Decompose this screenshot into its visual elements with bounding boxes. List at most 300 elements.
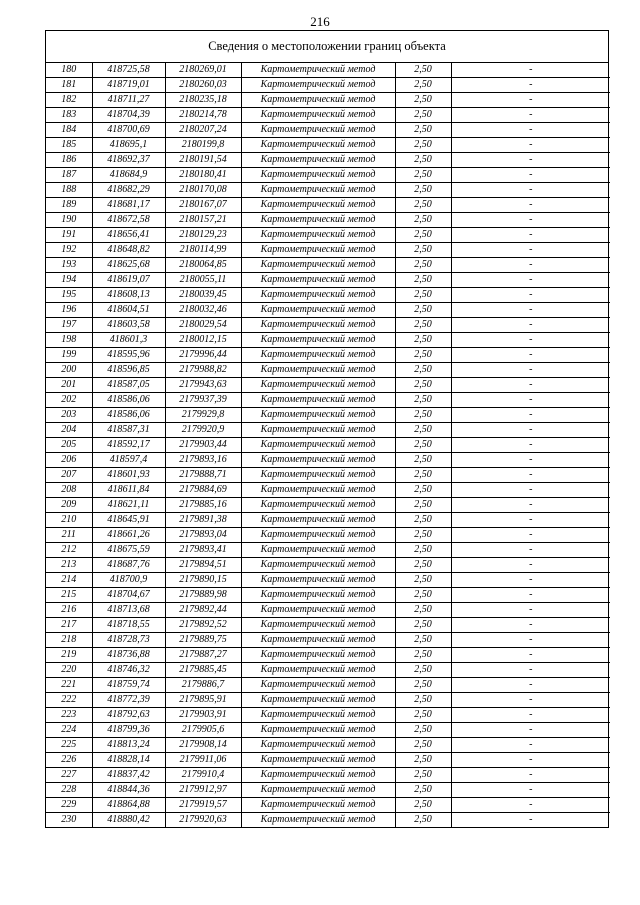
point-number-cell: 197: [46, 318, 92, 333]
y-coordinate-cell: 2180064,85: [165, 258, 241, 273]
y-coordinate-cell: 2180032,46: [165, 303, 241, 318]
point-number-cell: 217: [46, 618, 92, 633]
accuracy-cell: 2,50: [395, 513, 451, 528]
y-coordinate-cell: 2179943,63: [165, 378, 241, 393]
method-cell: Картометрический метод: [241, 558, 395, 573]
boundary-table-sheet: [45, 30, 609, 828]
description-cell: -: [451, 153, 610, 168]
method-cell: Картометрический метод: [241, 648, 395, 663]
table-row: [46, 573, 610, 588]
accuracy-cell: 2,50: [395, 588, 451, 603]
method-cell: Картометрический метод: [241, 528, 395, 543]
description-cell: -: [451, 123, 610, 138]
description-cell: -: [451, 288, 610, 303]
table-row: [46, 813, 610, 828]
y-coordinate-cell: 2179894,51: [165, 558, 241, 573]
table-row: [46, 393, 610, 408]
method-cell: Картометрический метод: [241, 468, 395, 483]
point-number-cell: 189: [46, 198, 92, 213]
y-coordinate-cell: 2179937,39: [165, 393, 241, 408]
point-number-cell: 184: [46, 123, 92, 138]
point-number-cell: 187: [46, 168, 92, 183]
x-coordinate-cell: 418586,06: [92, 408, 165, 423]
y-coordinate-cell: 2179885,45: [165, 663, 241, 678]
point-number-cell: 193: [46, 258, 92, 273]
method-cell: Картометрический метод: [241, 303, 395, 318]
table-row: [46, 468, 610, 483]
accuracy-cell: 2,50: [395, 618, 451, 633]
point-number-cell: 210: [46, 513, 92, 528]
table-row: [46, 513, 610, 528]
accuracy-cell: 2,50: [395, 753, 451, 768]
description-cell: -: [451, 738, 610, 753]
y-coordinate-cell: 2179920,63: [165, 813, 241, 828]
y-coordinate-cell: 2179929,8: [165, 408, 241, 423]
table-row: [46, 558, 610, 573]
accuracy-cell: 2,50: [395, 468, 451, 483]
method-cell: Картометрический метод: [241, 783, 395, 798]
point-number-cell: 180: [46, 63, 92, 78]
accuracy-cell: 2,50: [395, 108, 451, 123]
table-row: [46, 168, 610, 183]
method-cell: Картометрический метод: [241, 198, 395, 213]
point-number-cell: 185: [46, 138, 92, 153]
method-cell: Картометрический метод: [241, 108, 395, 123]
accuracy-cell: 2,50: [395, 708, 451, 723]
x-coordinate-cell: 418704,39: [92, 108, 165, 123]
table-row: [46, 423, 610, 438]
accuracy-cell: 2,50: [395, 483, 451, 498]
x-coordinate-cell: 418880,42: [92, 813, 165, 828]
x-coordinate-cell: 418645,91: [92, 513, 165, 528]
x-coordinate-cell: 418844,36: [92, 783, 165, 798]
x-coordinate-cell: 418592,17: [92, 438, 165, 453]
table-row: [46, 708, 610, 723]
x-coordinate-cell: 418604,51: [92, 303, 165, 318]
method-cell: Картометрический метод: [241, 438, 395, 453]
description-cell: -: [451, 708, 610, 723]
accuracy-cell: 2,50: [395, 348, 451, 363]
accuracy-cell: 2,50: [395, 693, 451, 708]
method-cell: Картометрический метод: [241, 183, 395, 198]
y-coordinate-cell: 2179895,91: [165, 693, 241, 708]
accuracy-cell: 2,50: [395, 288, 451, 303]
y-coordinate-cell: 2180235,18: [165, 93, 241, 108]
point-number-cell: 202: [46, 393, 92, 408]
description-cell: -: [451, 303, 610, 318]
method-cell: Картометрический метод: [241, 723, 395, 738]
point-number-cell: 214: [46, 573, 92, 588]
method-cell: Картометрический метод: [241, 423, 395, 438]
y-coordinate-cell: 2179888,71: [165, 468, 241, 483]
table-row: [46, 693, 610, 708]
y-coordinate-cell: 2179890,15: [165, 573, 241, 588]
method-cell: Картометрический метод: [241, 318, 395, 333]
x-coordinate-cell: 418597,4: [92, 453, 165, 468]
point-number-cell: 211: [46, 528, 92, 543]
table-row: [46, 633, 610, 648]
x-coordinate-cell: 418601,3: [92, 333, 165, 348]
description-cell: -: [451, 543, 610, 558]
description-cell: -: [451, 573, 610, 588]
x-coordinate-cell: 418619,07: [92, 273, 165, 288]
accuracy-cell: 2,50: [395, 318, 451, 333]
y-coordinate-cell: 2179905,6: [165, 723, 241, 738]
x-coordinate-cell: 418828,14: [92, 753, 165, 768]
x-coordinate-cell: 418700,9: [92, 573, 165, 588]
y-coordinate-cell: 2179893,04: [165, 528, 241, 543]
table-row: [46, 438, 610, 453]
point-number-cell: 215: [46, 588, 92, 603]
point-number-cell: 224: [46, 723, 92, 738]
x-coordinate-cell: 418695,1: [92, 138, 165, 153]
point-number-cell: 225: [46, 738, 92, 753]
x-coordinate-cell: 418725,58: [92, 63, 165, 78]
method-cell: Картометрический метод: [241, 543, 395, 558]
x-coordinate-cell: 418661,26: [92, 528, 165, 543]
table-row: [46, 783, 610, 798]
accuracy-cell: 2,50: [395, 633, 451, 648]
y-coordinate-cell: 2180055,11: [165, 273, 241, 288]
point-number-cell: 205: [46, 438, 92, 453]
accuracy-cell: 2,50: [395, 498, 451, 513]
x-coordinate-cell: 418682,29: [92, 183, 165, 198]
y-coordinate-cell: 2179885,16: [165, 498, 241, 513]
y-coordinate-cell: 2180207,24: [165, 123, 241, 138]
method-cell: Картометрический метод: [241, 633, 395, 648]
accuracy-cell: 2,50: [395, 573, 451, 588]
point-number-cell: 198: [46, 333, 92, 348]
method-cell: Картометрический метод: [241, 123, 395, 138]
description-cell: -: [451, 378, 610, 393]
point-number-cell: 204: [46, 423, 92, 438]
description-cell: -: [451, 78, 610, 93]
description-cell: -: [451, 768, 610, 783]
method-cell: Картометрический метод: [241, 393, 395, 408]
y-coordinate-cell: 2179893,41: [165, 543, 241, 558]
point-number-cell: 221: [46, 678, 92, 693]
accuracy-cell: 2,50: [395, 723, 451, 738]
table-row: [46, 138, 610, 153]
table-row: [46, 243, 610, 258]
description-cell: -: [451, 108, 610, 123]
description-cell: -: [451, 483, 610, 498]
method-cell: Картометрический метод: [241, 138, 395, 153]
point-number-cell: 207: [46, 468, 92, 483]
accuracy-cell: 2,50: [395, 438, 451, 453]
y-coordinate-cell: 2179886,7: [165, 678, 241, 693]
method-cell: Картометрический метод: [241, 63, 395, 78]
description-cell: -: [451, 798, 610, 813]
point-number-cell: 199: [46, 348, 92, 363]
point-number-cell: 191: [46, 228, 92, 243]
x-coordinate-cell: 418648,82: [92, 243, 165, 258]
description-cell: -: [451, 558, 610, 573]
y-coordinate-cell: 2180114,99: [165, 243, 241, 258]
method-cell: Картометрический метод: [241, 498, 395, 513]
y-coordinate-cell: 2180269,01: [165, 63, 241, 78]
accuracy-cell: 2,50: [395, 198, 451, 213]
accuracy-cell: 2,50: [395, 768, 451, 783]
point-number-cell: 213: [46, 558, 92, 573]
y-coordinate-cell: 2179903,44: [165, 438, 241, 453]
y-coordinate-cell: 2179996,44: [165, 348, 241, 363]
x-coordinate-cell: 418608,13: [92, 288, 165, 303]
table-row: [46, 303, 610, 318]
method-cell: Картометрический метод: [241, 513, 395, 528]
point-number-cell: 201: [46, 378, 92, 393]
method-cell: Картометрический метод: [241, 663, 395, 678]
y-coordinate-cell: 2179893,16: [165, 453, 241, 468]
method-cell: Картометрический метод: [241, 573, 395, 588]
description-cell: -: [451, 528, 610, 543]
y-coordinate-cell: 2180039,45: [165, 288, 241, 303]
table-body: [46, 63, 610, 827]
table-row: [46, 258, 610, 273]
method-cell: Картометрический метод: [241, 813, 395, 828]
point-number-cell: 208: [46, 483, 92, 498]
table-row: [46, 498, 610, 513]
accuracy-cell: 2,50: [395, 168, 451, 183]
table-row: [46, 678, 610, 693]
x-coordinate-cell: 418672,58: [92, 213, 165, 228]
description-cell: -: [451, 198, 610, 213]
table-row: [46, 648, 610, 663]
accuracy-cell: 2,50: [395, 303, 451, 318]
method-cell: Картометрический метод: [241, 93, 395, 108]
y-coordinate-cell: 2179884,69: [165, 483, 241, 498]
description-cell: -: [451, 393, 610, 408]
accuracy-cell: 2,50: [395, 378, 451, 393]
point-number-cell: 227: [46, 768, 92, 783]
point-number-cell: 200: [46, 363, 92, 378]
table-row: [46, 663, 610, 678]
description-cell: -: [451, 813, 610, 828]
description-cell: -: [451, 603, 610, 618]
accuracy-cell: 2,50: [395, 813, 451, 828]
description-cell: -: [451, 633, 610, 648]
table-row: [46, 348, 610, 363]
table-row: [46, 93, 610, 108]
method-cell: Картометрический метод: [241, 273, 395, 288]
point-number-cell: 223: [46, 708, 92, 723]
table-row: [46, 153, 610, 168]
y-coordinate-cell: 2179889,98: [165, 588, 241, 603]
description-cell: -: [451, 678, 610, 693]
accuracy-cell: 2,50: [395, 213, 451, 228]
page-number: 216: [310, 14, 330, 29]
description-cell: -: [451, 63, 610, 78]
accuracy-cell: 2,50: [395, 138, 451, 153]
table-row: [46, 543, 610, 558]
x-coordinate-cell: 418681,17: [92, 198, 165, 213]
accuracy-cell: 2,50: [395, 558, 451, 573]
x-coordinate-cell: 418700,69: [92, 123, 165, 138]
method-cell: Картометрический метод: [241, 453, 395, 468]
method-cell: Картометрический метод: [241, 753, 395, 768]
method-cell: Картометрический метод: [241, 333, 395, 348]
description-cell: -: [451, 138, 610, 153]
y-coordinate-cell: 2179911,06: [165, 753, 241, 768]
method-cell: Картометрический метод: [241, 348, 395, 363]
description-cell: -: [451, 618, 610, 633]
table-row: [46, 768, 610, 783]
table-row: [46, 198, 610, 213]
point-number-cell: 222: [46, 693, 92, 708]
y-coordinate-cell: 2179910,4: [165, 768, 241, 783]
x-coordinate-cell: 418719,01: [92, 78, 165, 93]
description-cell: -: [451, 243, 610, 258]
y-coordinate-cell: 2180180,41: [165, 168, 241, 183]
method-cell: Картометрический метод: [241, 258, 395, 273]
y-coordinate-cell: 2180170,08: [165, 183, 241, 198]
description-cell: -: [451, 588, 610, 603]
method-cell: Картометрический метод: [241, 618, 395, 633]
y-coordinate-cell: 2179908,14: [165, 738, 241, 753]
description-cell: -: [451, 318, 610, 333]
method-cell: Картометрический метод: [241, 408, 395, 423]
y-coordinate-cell: 2179889,75: [165, 633, 241, 648]
y-coordinate-cell: 2180029,54: [165, 318, 241, 333]
table-row: [46, 318, 610, 333]
description-cell: -: [451, 93, 610, 108]
accuracy-cell: 2,50: [395, 543, 451, 558]
point-number-cell: 196: [46, 303, 92, 318]
method-cell: Картометрический метод: [241, 168, 395, 183]
description-cell: -: [451, 453, 610, 468]
y-coordinate-cell: 2179892,44: [165, 603, 241, 618]
y-coordinate-cell: 2179891,38: [165, 513, 241, 528]
table-row: [46, 273, 610, 288]
description-cell: -: [451, 333, 610, 348]
table-row: [46, 753, 610, 768]
accuracy-cell: 2,50: [395, 663, 451, 678]
accuracy-cell: 2,50: [395, 408, 451, 423]
description-cell: -: [451, 438, 610, 453]
table-row: [46, 213, 610, 228]
method-cell: Картометрический метод: [241, 243, 395, 258]
point-number-cell: 190: [46, 213, 92, 228]
point-number-cell: 209: [46, 498, 92, 513]
point-number-cell: 219: [46, 648, 92, 663]
point-number-cell: 218: [46, 633, 92, 648]
point-number-cell: 220: [46, 663, 92, 678]
table-row: [46, 123, 610, 138]
x-coordinate-cell: 418772,39: [92, 693, 165, 708]
accuracy-cell: 2,50: [395, 393, 451, 408]
x-coordinate-cell: 418587,05: [92, 378, 165, 393]
section-title: Сведения о местоположении границ объекта: [46, 31, 608, 63]
table-row: [46, 453, 610, 468]
y-coordinate-cell: 2179892,52: [165, 618, 241, 633]
y-coordinate-cell: 2180191,54: [165, 153, 241, 168]
point-number-cell: 212: [46, 543, 92, 558]
x-coordinate-cell: 418728,73: [92, 633, 165, 648]
accuracy-cell: 2,50: [395, 528, 451, 543]
method-cell: Картометрический метод: [241, 78, 395, 93]
x-coordinate-cell: 418736,88: [92, 648, 165, 663]
x-coordinate-cell: 418718,55: [92, 618, 165, 633]
point-number-cell: 186: [46, 153, 92, 168]
x-coordinate-cell: 418704,67: [92, 588, 165, 603]
accuracy-cell: 2,50: [395, 648, 451, 663]
table-row: [46, 618, 610, 633]
point-number-cell: 183: [46, 108, 92, 123]
accuracy-cell: 2,50: [395, 798, 451, 813]
method-cell: Картометрический метод: [241, 288, 395, 303]
table-row: [46, 723, 610, 738]
x-coordinate-cell: 418587,31: [92, 423, 165, 438]
table-row: [46, 378, 610, 393]
x-coordinate-cell: 418813,24: [92, 738, 165, 753]
x-coordinate-cell: 418713,68: [92, 603, 165, 618]
y-coordinate-cell: 2179920,9: [165, 423, 241, 438]
x-coordinate-cell: 418711,27: [92, 93, 165, 108]
table-row: [46, 63, 610, 78]
point-number-cell: 192: [46, 243, 92, 258]
method-cell: Картометрический метод: [241, 768, 395, 783]
table-row: [46, 363, 610, 378]
table-row: [46, 333, 610, 348]
description-cell: -: [451, 663, 610, 678]
accuracy-cell: 2,50: [395, 333, 451, 348]
x-coordinate-cell: 418864,88: [92, 798, 165, 813]
point-number-cell: 229: [46, 798, 92, 813]
accuracy-cell: 2,50: [395, 738, 451, 753]
x-coordinate-cell: 418611,84: [92, 483, 165, 498]
description-cell: -: [451, 183, 610, 198]
accuracy-cell: 2,50: [395, 453, 451, 468]
method-cell: Картометрический метод: [241, 228, 395, 243]
x-coordinate-cell: 418586,06: [92, 393, 165, 408]
table-row: [46, 738, 610, 753]
y-coordinate-cell: 2180157,21: [165, 213, 241, 228]
y-coordinate-cell: 2179988,82: [165, 363, 241, 378]
accuracy-cell: 2,50: [395, 603, 451, 618]
point-number-cell: 194: [46, 273, 92, 288]
description-cell: -: [451, 363, 610, 378]
point-number-cell: 181: [46, 78, 92, 93]
description-cell: -: [451, 513, 610, 528]
accuracy-cell: 2,50: [395, 423, 451, 438]
table-row: [46, 183, 610, 198]
description-cell: -: [451, 648, 610, 663]
description-cell: -: [451, 213, 610, 228]
point-number-cell: 230: [61, 814, 77, 826]
y-coordinate-cell: 2180199,8: [165, 138, 241, 153]
description-cell: -: [451, 408, 610, 423]
y-coordinate-cell: 2180260,03: [165, 78, 241, 93]
table-row: [46, 288, 610, 303]
boundary-points-table: [46, 63, 610, 827]
method-cell: Картометрический метод: [241, 603, 395, 618]
y-coordinate-cell: 2180214,78: [165, 108, 241, 123]
table-row: [46, 108, 610, 123]
method-cell: Картометрический метод: [241, 378, 395, 393]
table-row: [46, 528, 610, 543]
x-coordinate-cell: 418656,41: [92, 228, 165, 243]
accuracy-cell: 2,50: [395, 678, 451, 693]
accuracy-cell: 2,50: [395, 63, 451, 78]
point-number-cell: 206: [46, 453, 92, 468]
point-number-cell: 195: [46, 288, 92, 303]
method-cell: Картометрический метод: [241, 708, 395, 723]
description-cell: -: [451, 423, 610, 438]
y-coordinate-cell: 2180012,15: [165, 333, 241, 348]
accuracy-cell: 2,50: [395, 243, 451, 258]
x-coordinate-cell: 418601,93: [92, 468, 165, 483]
method-cell: Картометрический метод: [241, 483, 395, 498]
